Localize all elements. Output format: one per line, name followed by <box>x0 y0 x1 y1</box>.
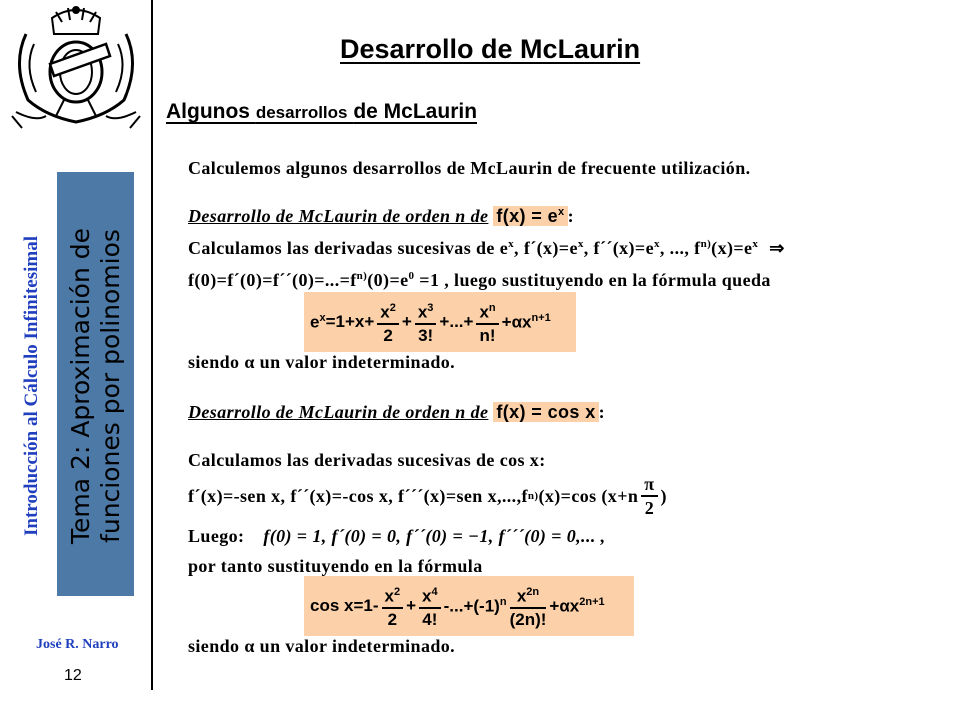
pi-over-2-frac: $\frac{\pi}{2}$ <box>641 473 657 519</box>
exp-dots: +...+ <box>439 312 474 331</box>
cos-heading-line <box>188 402 605 423</box>
exp-formula-eq: =1+x+ <box>325 312 375 331</box>
cos-frac-3: $\frac{x^{2n}}{(2n)!}$ <box>510 581 547 632</box>
exp-function-sup: x <box>558 206 565 218</box>
cos-formula-left: cos x=1- <box>310 596 379 615</box>
page-title: Desarrollo de McLaurin <box>340 34 641 64</box>
sidebar-divider <box>151 0 153 690</box>
cos-deriv-line-text: f´(x)=-sen x, f´´(x)=-cos x, f´´´(x)=sen x,...,f <box>188 485 528 506</box>
university-crest-logo <box>6 4 146 134</box>
cos-function: f(x) = cos x <box>493 402 598 422</box>
cos-deriv-text: Calculamos las derivadas sucesivas de cos x: <box>188 450 546 470</box>
exp-heading: Desarrollo de McLaurin de orden n de <box>188 206 489 226</box>
intro-text: Calculemos algunos desarrollos de McLaurin de frecuente utilización. <box>188 158 751 178</box>
exp-remainder: $+\alpha x^{n+1}$ <box>501 311 551 332</box>
cos-colon: : <box>598 402 606 422</box>
exp-sup-3: x <box>653 238 660 250</box>
exp-plus: + <box>401 312 412 331</box>
exp-sup-4: x <box>752 238 759 250</box>
exp-deriv-text: Calculamos las derivadas sucesivas de e <box>188 238 509 258</box>
exp-sup-2: x <box>577 238 584 250</box>
cos-middle: $-...+(-1)^n$ <box>443 595 507 616</box>
section-subtitle <box>166 100 477 124</box>
exp-values-text2: (0)=e <box>367 270 409 290</box>
exp-sup-n: n) <box>700 238 712 250</box>
exp-heading-line <box>188 206 574 227</box>
exp-function-text: f(x) = e <box>496 206 559 226</box>
cos-deriv-line-text2: (x)=cos (x+n <box>538 485 639 506</box>
subtitle-part-a: Algunos <box>166 100 250 123</box>
cos-frac-1: $\frac{x^2}{2}$ <box>382 581 404 632</box>
cos-luego-line <box>188 526 606 547</box>
cos-subst: por tanto sustituyendo en la fórmula <box>188 556 483 576</box>
course-title: Introducción al Cálculo Infinitesimal <box>21 236 42 536</box>
cos-formula-box <box>304 576 634 636</box>
exp-frac-2: $\frac{x^3}{3!}$ <box>415 297 437 348</box>
cos-heading: Desarrollo de McLaurin de orden n de <box>188 402 489 422</box>
cos-deriv-line <box>188 470 667 522</box>
exp-values-sup-0: 0 <box>408 270 415 282</box>
exp-deriv-rest: , f´(x)=e <box>514 238 578 258</box>
author-name: José R. Narro <box>36 637 119 652</box>
exp-function <box>493 206 567 226</box>
topic-line-1: Tema 2: Aproximación de <box>66 228 95 544</box>
exp-footer: siendo α un valor indeterminado. <box>188 352 456 372</box>
exp-values-text: f(0)=f´(0)=f´´(0)=...=f <box>188 270 357 290</box>
exp-formula-box <box>304 292 576 352</box>
exp-sup-1: x <box>508 238 515 250</box>
exp-values-text3: =1 , luego sustituyendo en la fórmula queda <box>414 270 771 290</box>
cos-plus: + <box>406 596 417 615</box>
cos-footer: siendo α un valor indeterminado. <box>188 636 456 656</box>
exp-values-sup-n: n) <box>356 270 368 282</box>
exp-colon: : <box>567 206 574 226</box>
exp-frac-1: $\frac{x^2}{2}$ <box>377 297 399 348</box>
exp-frac-3: $\frac{x^n}{n!}$ <box>476 297 498 348</box>
cos-deriv-sup-n: n) <box>527 490 539 502</box>
exp-formula-left: $e^x$ <box>310 311 326 332</box>
cos-luego-label: Luego: <box>188 526 245 546</box>
cos-remainder: $+\alpha x^{2n+1}$ <box>549 595 605 616</box>
subtitle-part-c: de McLaurin <box>353 100 478 123</box>
exp-deriv-rest3: , ..., f <box>659 238 701 258</box>
topic-line-2: funciones por polinomios <box>96 229 125 543</box>
exp-deriv-rest4: (x)=e <box>711 238 753 258</box>
exp-deriv-rest2: , f´´(x)=e <box>583 238 654 258</box>
exp-values-line <box>188 270 771 291</box>
cos-luego-values: f(0) = 1, f´(0) = 0, f´´(0) = −1, f´´´(0) = 0,... , <box>263 526 606 546</box>
subtitle-part-b: desarrollos <box>255 103 348 122</box>
cos-frac-2: $\frac{x^4}{4!}$ <box>419 581 441 632</box>
page-number: 12 <box>64 667 82 684</box>
implies-arrow-icon: ⇒ <box>769 238 785 258</box>
exp-derivatives-line <box>188 238 785 259</box>
cos-deriv-close: ) <box>660 485 667 506</box>
